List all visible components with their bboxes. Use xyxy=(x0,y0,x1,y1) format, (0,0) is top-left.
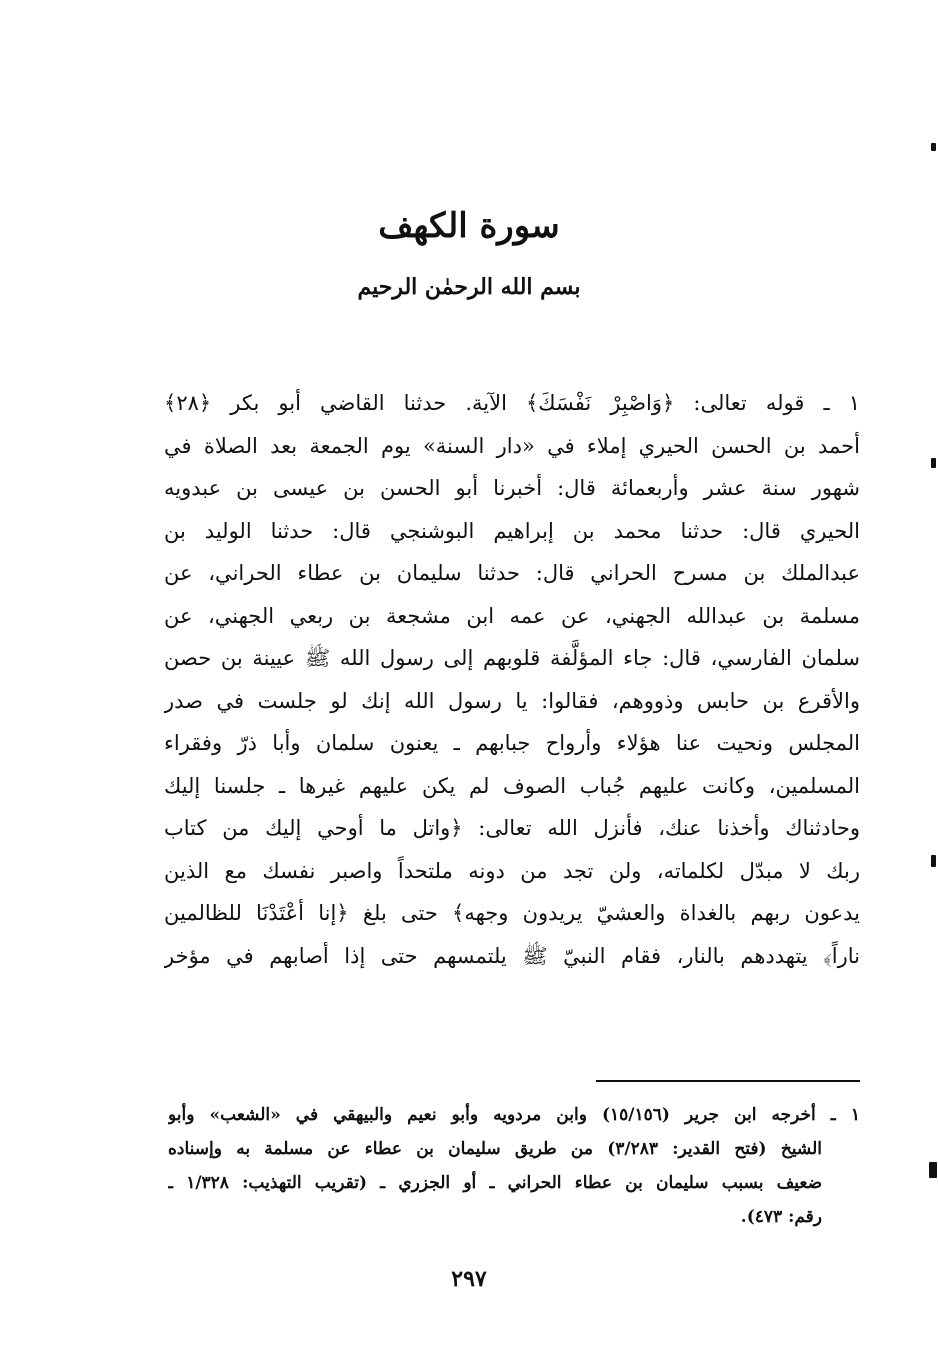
text-line-6: مسلمة بن عبدالله الجهني، عن عمه ابن مشجعة بن ربعي الجهني، عن xyxy=(164,603,860,628)
text-line-4: الحيري قال: حدثنا محمد بن إبراهيم البوشنجي قال: حدثنا الوليد بن xyxy=(164,518,860,543)
text-line-10: المسلمين، وكانت عليهم جُباب الصوف لم يكن عليهم غيرها ـ جلسنا إليك xyxy=(164,773,860,798)
footnote xyxy=(168,1098,860,1234)
text-line-3: شهور سنة عشر وأربعمائة قال: أخبرنا أبو الحسن بن عيسى بن عبدويه xyxy=(164,476,860,500)
footnote-line-1: ١ ـ أخرجه ابن جرير (١٥/١٥٦) وابن مردويه وأبو نعيم والبيهقي في «الشعب» وأبو xyxy=(168,1105,860,1125)
text-line-13: يدعون ربهم بالغداة والعشيّ يريدون وجهه﴾ حتى بلغ ﴿إنا أعْتَدْنَا للظالمين xyxy=(164,901,860,925)
basmala: بسم الله الرحمٰن الرحيم xyxy=(357,274,581,300)
footnote-line-2: الشيخ (فتح القدير: ٣/٢٨٣) من طريق سليمان بن عطاء عن مسلمة به وإسناده xyxy=(168,1139,823,1159)
text-line-9: المجلس ونحيت عنا هؤلاء وأرواح جبابهم ـ يعنون سلمان وأبا ذرّ وفقراء xyxy=(164,731,860,755)
margin-mark xyxy=(931,855,936,867)
margin-mark xyxy=(931,143,936,151)
surah-title: سورة الكهف xyxy=(378,206,560,246)
text-line-1: ١ ـ قوله تعالى: ﴿وَاصْبِرْ نَفْسَكَ﴾ الآية. حدثنا القاضي أبو بكر ﴿٢٨﴾ xyxy=(164,391,860,415)
text-line-5: عبدالملك بن مسرح الحراني قال: حدثنا سليمان بن عطاء الحراني، عن xyxy=(164,561,860,585)
footnote-line-3: ضعيف بسبب سليمان بن عطاء الحراني ـ أو الجزري ـ (تقريب التهذيب: ١/٣٢٨ ـ xyxy=(168,1173,823,1193)
text-line-7: سلمان الفارسي، قال: جاء المؤلَّفة قلوبهم إلى رسول الله ﷺ عيينة بن حصن xyxy=(164,646,860,670)
text-line-8: والأقرع بن حابس وذووهم، فقالوا: يا رسول الله إنك لو جلست في صدر xyxy=(164,688,860,713)
footnote-line-4: رقم: ٤٧٣). xyxy=(740,1207,822,1227)
page-number: ٢٩٧ xyxy=(451,1266,487,1292)
footnote-divider xyxy=(596,1080,860,1082)
text-line-2: أحمد بن الحسن الحيري إملاء في «دار السنة» يوم الجمعة بعد الصلاة في xyxy=(164,433,860,458)
text-line-11: وحادثناك وأخذنا عنك، فأنزل الله تعالى: ﴿واتل ما أوحي إليك من كتاب xyxy=(164,816,860,840)
margin-mark xyxy=(929,1162,937,1178)
main-text xyxy=(164,382,860,977)
text-line-12: ربك لا مبدّل لكلماته، ولن تجد من دونه ملتحداً واصبر نفسك مع الذين xyxy=(164,858,860,883)
text-line-14: ناراً﴾ يتهددهم بالنار، فقام النبيّ ﷺ يلتمسهم حتى إذا أصابهم في مؤخر xyxy=(164,943,860,968)
margin-mark xyxy=(931,458,936,468)
